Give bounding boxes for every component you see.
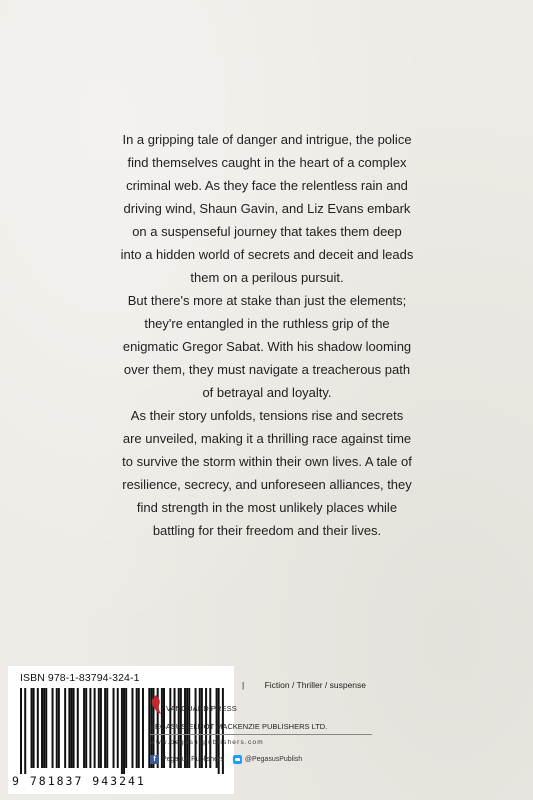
barcode-bar xyxy=(37,688,39,768)
barcode-digits: 9 781837 943241 xyxy=(12,774,146,788)
barcode-bar xyxy=(68,688,70,768)
barcode-bar xyxy=(104,688,106,768)
genre-separator: | xyxy=(242,680,245,690)
barcode-bar xyxy=(43,688,45,768)
blurb-paragraph-3: As their story unfolds, tensions rise and secrets are unveiled, making it a thrilling race against time to survive the storm within their own lives. A tale of resilience, secrecy, and unforeseen alliances, they find strength in the most unlikely places while battling for their freedom and their lives. xyxy=(122,408,412,538)
barcode-bar xyxy=(73,688,75,768)
barcode-bar xyxy=(77,688,79,768)
barcode-bar xyxy=(64,688,66,768)
barcode-bar xyxy=(24,688,26,774)
barcode-bar xyxy=(89,688,91,768)
imprint-name: VANGUARD PRESS xyxy=(166,704,237,713)
barcode-bar xyxy=(100,688,102,768)
barcode-bar xyxy=(83,688,85,768)
barcode-bar xyxy=(20,688,22,774)
barcode-bar xyxy=(138,688,140,768)
publisher-name: PEGASUS ELLIOT MACKENZIE PUBLISHERS LTD. xyxy=(150,722,372,735)
blurb-paragraph-2: But there's more at stake than just the elements; they're entangled in the ruthless grip of the enigmatic Gregor Sabat. With his shadow looming over them, they must navigate a treacherous path of betrayal and loyalty. xyxy=(122,293,412,400)
barcode-bar xyxy=(117,688,119,768)
barcode-bar xyxy=(121,688,123,774)
blurb-paragraph-1: In a gripping tale of danger and intrigue, the police find themselves caught in the heart of a complex criminal web. As they face the relentless rain and driving wind, Shaun Gavin, and Liz Evans embark on a suspenseful journey that takes them deep into a hidden world of secrets and deceit and leads them on a perilous pursuit. xyxy=(120,132,414,285)
barcode-bar xyxy=(125,688,127,768)
barcode-bar xyxy=(56,688,58,768)
barcode-bar xyxy=(136,688,138,768)
genre-label: Fiction / Thriller / suspense xyxy=(264,680,367,690)
facebook-handle[interactable]: Pegasus Publishers xyxy=(162,755,224,763)
barcode-bar xyxy=(41,688,43,768)
barcode-bar xyxy=(131,688,133,768)
isbn-label: ISBN 978-1-83794-324-1 xyxy=(20,672,140,684)
social-links xyxy=(150,753,302,765)
barcode-bar xyxy=(113,688,115,768)
barcode-bar xyxy=(123,688,125,774)
barcode-bar xyxy=(85,688,87,768)
barcode-bar xyxy=(106,688,108,768)
barcode-bar xyxy=(52,688,54,768)
pegasus-logo-icon xyxy=(150,695,162,715)
barcode-bar xyxy=(31,688,33,768)
barcode-bar xyxy=(142,688,144,768)
twitter-handle[interactable]: @PegasusPublish xyxy=(244,755,303,763)
twitter-icon xyxy=(233,755,242,764)
publisher-website[interactable]: www.pegasuspublishers.com xyxy=(150,739,264,746)
barcode-bar xyxy=(70,688,72,768)
barcode-bar xyxy=(94,688,96,768)
barcode-bar xyxy=(58,688,60,768)
genre-line xyxy=(242,680,366,690)
facebook-icon: f xyxy=(150,755,159,764)
barcode-bar xyxy=(98,688,100,768)
barcode-bar xyxy=(33,688,35,768)
blurb-text xyxy=(120,128,414,542)
barcode-bar xyxy=(45,688,47,768)
